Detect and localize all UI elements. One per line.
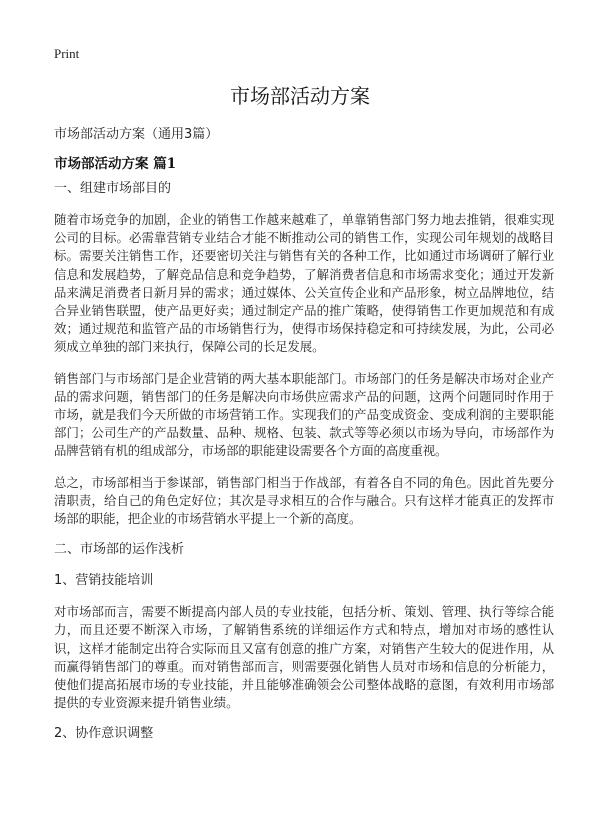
paragraph: 总之，市场部相当于参谋部，销售部门相当于作战部，有着各自不同的角色。因此首先要分清职责，给自己的角色定好位；其次是寻求相互的合作与融合。只有这样才能真正的发挥市场部的职能，把企业的市场营销水平提上一个新的高度。 — [54, 474, 554, 527]
paragraph: 随着市场竞争的加剧，企业的销售工作越来越难了，单靠销售部门努力地去推销，很难实现公司的目标。必需靠营销专业结合才能不断推动公司的销售工作，实现公司年规划的战略目标。需要关注销售工作，还要密切关注与销售有关的各种工作，比如通过市场调研了解行业信息和发展趋势，了解竞品信息和竞争趋势，了解消费者信息和市场需求变化；通过开发新品来满足消费者日新月异的需求；通过媒体、公关宣传企业和产品形象，树立品牌地位，结合异业销售联盟，使产品更好卖；通过制定产品的推广策略，使得销售工作更加规范和有成效；通过规范和监管产品的市场销售行为，使得市场保持稳定和可持续发展，为此，公司必须成立单独的部门来执行，保障公司的长足发展。 — [54, 212, 554, 355]
subsection-heading: 1、营销技能培训 — [54, 573, 154, 589]
article-heading: 市场部活动方案 篇1 — [54, 156, 177, 172]
print-link[interactable]: Print — [54, 46, 80, 61]
page-title: 市场部活动方案 — [230, 84, 370, 108]
section-heading-1: 一、组建市场部目的 — [54, 181, 172, 196]
paragraph: 销售部门与市场部门是企业营销的两大基本职能部门。市场部门的任务是解决市场对企业产品的需求问题，销售部门的任务是解决向市场供应需求产品的问题，这两个问题同时作用于市场，就是我们今天所做的市场营销工作。实现我们的产品变成资金、变成利润的主要职能部门；公司生产的产品数量、品种、规格、包装、款式等等必须以市场为导向，市场部作为品牌营销有机的组成部分，市场部的职能建设需要各个方面的高度重视。 — [54, 370, 554, 459]
section-heading-2: 二、市场部的运作浅析 — [54, 542, 185, 558]
document-subtitle: 市场部活动方案（通用3篇） — [54, 127, 219, 142]
subsection-heading: 2、协作意识调整 — [54, 726, 154, 742]
paragraph: 对市场部而言，需要不断提高内部人员的专业技能，包括分析、策划、管理、执行等综合能力，而且还要不断深入市场，了解销售系统的详细运作方式和特点，增加对市场的感性认识，这样才能制定出符合实际而且又富有创意的推广方案，对销售产生较大的促进作用，从而赢得销售部门的尊重。而对销售部而言，则需要强化销售人员对市场和信息的分析能力，使他们提高拓展市场的专业技能，并且能够准确领会公司整体战略的意图，有效利用市场部提供的专业资源来提升销售业绩。 — [54, 604, 554, 711]
article-body — [54, 180, 554, 756]
